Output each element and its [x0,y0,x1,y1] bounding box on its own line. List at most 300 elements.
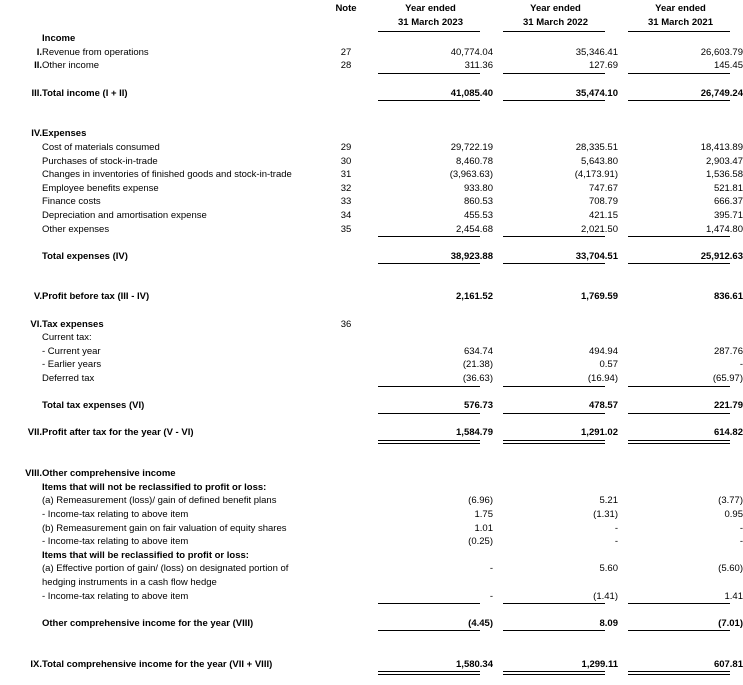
row-numeral [0,32,42,46]
row-numeral [0,168,42,182]
row-note-reference [324,590,368,604]
row-note-reference [324,87,368,101]
rule-col2 [493,100,618,114]
row-note-reference [324,481,368,495]
row-value-col3: 607.81 [713,658,743,670]
row-value-col3 [618,481,743,495]
rule-spacer-note [324,413,368,427]
row-value-col3: 614.82 [713,427,743,439]
rule-col1 [368,603,493,617]
row-note-reference [324,617,368,631]
row-label: (b) Remeasurement gain on fair valuation of equity shares [42,522,287,534]
row-numeral [0,590,42,604]
row-numeral [0,345,42,359]
rule-spacer-rn [0,236,42,250]
row-value-col2 [493,318,618,332]
row-value-col2: 708.79 [588,196,618,208]
row-value-col3: 666.37 [713,196,743,208]
table-row [0,494,743,508]
header-row [0,2,743,32]
row-value-col1 [368,32,493,46]
row-label: - Earlier years [42,359,102,371]
row-label: - Income-tax relating to above item [42,536,189,548]
total-rule-row [0,73,743,87]
row-note-reference [324,549,368,563]
row-label: Total expenses (IV) [42,250,128,262]
row-value-col1: 311.36 [464,60,493,72]
rule-spacer-label [42,630,324,644]
row-value-col2 [493,127,618,141]
table-row [0,399,743,413]
table-row [0,290,743,304]
row-value-col1 [368,331,493,345]
row-label: Changes in inventories of finished goods and stock-in-trade [42,169,292,181]
row-value-col2: (4,173.91) [574,169,618,181]
row-value-col2: 747.67 [588,182,618,194]
row-value-col1: 2,454.68 [456,223,493,235]
table-row [0,522,743,536]
row-value-col2 [493,549,618,563]
column-header-fy2021-line1: Year ended [655,3,706,14]
table-row [0,345,743,359]
total-rule-row [0,671,743,685]
rule-line [628,73,730,74]
table-row [0,549,743,563]
rule-col3 [618,73,743,87]
rule-spacer-note [324,100,368,114]
row-value-col2: 1,769.59 [581,291,618,303]
row-label: Depreciation and amortisation expense [42,209,207,221]
row-label: Total income (I + II) [42,87,128,99]
row-value-col1: (3,963.63) [449,169,493,181]
row-value-col2: 35,474.10 [575,87,618,99]
table-row [0,590,743,604]
row-value-col3: (65.97) [712,373,743,385]
rule-col2 [493,630,618,644]
header-spacer-rn [0,2,42,32]
row-numeral: V. [33,291,42,303]
rule-col1 [368,671,493,685]
row-label: Other comprehensive income for the year (VIII) [42,617,254,629]
row-numeral: VII. [27,427,42,439]
row-label: Other expenses [42,223,110,235]
rule-col1 [368,440,493,454]
row-value-col1: (6.96) [468,495,493,507]
row-value-col2: 1,299.11 [581,658,618,670]
row-value-col1: 634.74 [463,345,493,357]
row-value-col3 [618,331,743,345]
row-value-col2: 478.57 [588,400,618,412]
row-note-reference [324,535,368,549]
row-spacer [0,644,743,658]
rule-spacer-rn [0,603,42,617]
row-value-col3 [618,127,743,141]
row-value-col3: (5.60) [718,563,743,575]
rule-col3 [618,236,743,250]
row-value-col3: 25,912.63 [700,250,743,262]
row-label: Cost of materials consumed [42,141,160,153]
rule-col3 [618,263,743,277]
row-value-col3: 145.45 [713,60,743,72]
row-numeral [0,372,42,386]
rule-spacer-note [324,603,368,617]
row-value-col1 [368,481,493,495]
row-note-reference [324,508,368,522]
rule-col3 [618,100,743,114]
row-numeral [0,358,42,372]
rule-spacer-note [324,263,368,277]
row-value-col2: (16.94) [587,373,618,385]
rule-spacer-note [324,630,368,644]
row-note-reference: 34 [340,209,352,221]
row-spacer-cell [0,277,743,291]
rule-spacer-rn [0,671,42,685]
rule-line [503,386,605,387]
rule-spacer-note [324,236,368,250]
row-value-col2 [493,481,618,495]
row-label: - Income-tax relating to above item [42,508,189,520]
row-spacer-cell [0,644,743,658]
rule-line [378,73,480,74]
row-value-col3 [618,549,743,563]
rule-col1 [368,100,493,114]
row-spacer-cell [0,454,743,468]
rule-spacer-rn [0,100,42,114]
row-numeral [0,399,42,413]
row-label: Other comprehensive income [42,468,176,480]
row-spacer [0,277,743,291]
row-value-col3 [618,318,743,332]
row-note-reference: 31 [340,169,352,181]
row-label: Tax expenses [42,318,104,330]
rule-col2 [493,263,618,277]
rule-line [628,630,730,631]
row-value-col2: 5,643.80 [581,155,618,167]
row-value-col1: 40,774.04 [450,46,493,58]
rule-line [378,671,480,675]
rule-spacer-rn [0,263,42,277]
row-note-reference [324,358,368,372]
row-numeral [0,481,42,495]
table-row [0,358,743,372]
row-numeral: II. [34,60,42,72]
rule-spacer-label [42,263,324,277]
table-header [0,2,743,32]
row-value-col1: 41,085.40 [450,87,493,99]
rule-line [628,236,730,237]
row-value-col2 [493,32,618,46]
row-spacer-cell [0,114,743,128]
table-row [0,195,743,209]
row-value-col3: 2,903.47 [706,155,743,167]
row-numeral: III. [31,87,42,99]
rule-spacer-rn [0,413,42,427]
rule-spacer-rn [0,630,42,644]
rule-line [628,386,730,387]
row-label: Expenses [42,128,87,140]
row-value-col1: (4.45) [468,617,493,629]
row-label: Finance costs [42,196,101,208]
rule-spacer-label [42,413,324,427]
rule-spacer-rn [0,440,42,454]
rule-col3 [618,440,743,454]
rule-line [628,100,730,101]
rule-col3 [618,630,743,644]
row-spacer [0,454,743,468]
row-numeral [0,535,42,549]
table-row [0,32,743,46]
row-numeral [0,562,42,589]
row-label: Total comprehensive income for the year (VII + VIII) [42,658,273,670]
row-value-col2: 8.09 [599,617,618,629]
row-value-col2: - [614,522,618,534]
rule-line [628,413,730,414]
row-value-col2: 35,346.41 [575,46,618,58]
row-note-reference [324,32,368,46]
table-row [0,59,743,73]
rule-spacer-label [42,100,324,114]
row-note-reference [324,658,368,672]
total-rule-row [0,386,743,400]
total-rule-row [0,100,743,114]
row-note-reference: 29 [340,141,352,153]
rule-line [378,236,480,237]
row-value-col3 [618,467,743,481]
row-label: (a) Remeasurement (loss)/ gain of defined benefit plans [42,495,277,507]
financial-statement-table [0,2,743,685]
row-note-reference [324,426,368,440]
rule-line [503,671,605,675]
row-label: Revenue from operations [42,46,149,58]
row-note-reference: 35 [340,223,352,235]
rule-col2 [493,440,618,454]
table-row [0,127,743,141]
rule-col1 [368,630,493,644]
column-header-fy2021-line2: 31 March 2021 [648,16,713,28]
table-row [0,318,743,332]
rule-line [503,236,605,237]
row-value-col2: 494.94 [588,345,618,357]
table-row [0,223,743,237]
row-value-col1: 576.73 [463,400,493,412]
row-value-col2: 28,335.51 [575,141,618,153]
column-header-fy2022-line2: 31 March 2022 [523,16,588,28]
row-label: Other income [42,60,100,72]
row-value-col3 [618,32,743,46]
row-value-col1: 29,722.19 [450,141,493,153]
rule-col2 [493,603,618,617]
row-note-reference [324,399,368,413]
rule-line [503,263,605,264]
row-value-col1: 1,580.34 [456,658,493,670]
row-value-col3: 0.95 [724,508,743,520]
row-numeral [0,331,42,345]
row-value-col2 [493,467,618,481]
rule-line [378,413,480,414]
rule-line [503,603,605,604]
row-numeral [0,617,42,631]
table-row [0,481,743,495]
row-note-reference: 28 [340,60,352,72]
table-row [0,141,743,155]
rule-line [503,100,605,101]
row-value-col3: 18,413.89 [700,141,743,153]
row-value-col2: 5.21 [599,495,618,507]
row-value-col3: 521.81 [713,182,743,194]
rule-col3 [618,603,743,617]
row-numeral [0,141,42,155]
header-spacer-label [42,2,324,32]
row-spacer-cell [0,304,743,318]
rule-col3 [618,413,743,427]
rule-line [503,440,605,444]
rule-spacer-label [42,440,324,454]
row-label: Purchases of stock-in-trade [42,155,158,167]
row-value-col1: 1.75 [474,508,493,520]
row-note-reference [324,290,368,304]
row-value-col3: 221.79 [713,400,743,412]
row-value-col2: - [614,536,618,548]
row-label: Items that will not be reclassified to profit or loss: [42,481,267,493]
row-value-col1 [368,549,493,563]
rule-line [378,386,480,387]
row-label: - Current year [42,345,101,357]
row-value-col1: 2,161.52 [456,291,493,303]
row-numeral [0,195,42,209]
rule-spacer-label [42,603,324,617]
table-row [0,46,743,60]
row-label: Current tax: [42,332,92,344]
row-note-reference: 36 [340,318,352,330]
row-value-col2: 0.57 [599,359,618,371]
total-rule-row [0,236,743,250]
row-numeral: I. [36,46,42,58]
rule-col2 [493,386,618,400]
rule-spacer-note [324,440,368,454]
row-note-reference [324,467,368,481]
row-value-col1: 933.80 [463,182,493,194]
row-label: Total tax expenses (VI) [42,400,145,412]
table-row [0,467,743,481]
rule-spacer-rn [0,73,42,87]
table-row [0,617,743,631]
column-header-fy2023 [368,2,493,32]
row-label: (a) Effective portion of gain/ (loss) on designated portion of hedging instruments in a cash flow hedge [42,563,289,588]
rule-col2 [493,236,618,250]
row-note-reference [324,562,368,589]
row-value-col3: - [739,359,743,371]
column-header-fy2021 [618,2,743,32]
column-header-fy2023-line2: 31 March 2023 [398,16,463,28]
row-value-col1: 1.01 [474,522,493,534]
total-rule-row [0,440,743,454]
column-header-fy2022-line1: Year ended [530,3,581,14]
rule-col1 [368,73,493,87]
row-value-col1: (21.38) [462,359,493,371]
row-numeral [0,155,42,169]
rule-spacer-label [42,236,324,250]
row-label: Deferred tax [42,373,95,385]
table-row [0,508,743,522]
row-value-col1: (36.63) [462,373,493,385]
row-label: Profit after tax for the year (V - VI) [42,427,194,439]
row-numeral [0,182,42,196]
total-rule-row [0,630,743,644]
row-value-col1 [368,127,493,141]
rule-col1 [368,413,493,427]
rule-line [378,263,480,264]
table-row [0,372,743,386]
table-row [0,658,743,672]
total-rule-row [0,603,743,617]
row-note-reference: 32 [340,182,352,194]
table-row [0,209,743,223]
rule-line [378,100,480,101]
rule-spacer-note [324,386,368,400]
rule-col1 [368,263,493,277]
rule-col1 [368,386,493,400]
row-numeral [0,508,42,522]
row-value-col3: - [739,522,743,534]
row-spacer [0,304,743,318]
table-row [0,331,743,345]
row-value-col3: 1,536.58 [706,169,743,181]
rule-line [628,440,730,444]
row-numeral [0,250,42,264]
row-value-col3: 287.76 [713,345,743,357]
row-note-reference: 27 [340,46,352,58]
column-header-note: Note [335,3,357,14]
rule-line [628,671,730,675]
row-note-reference [324,345,368,359]
row-value-col3: 1.41 [724,590,743,602]
row-value-col1: 1,584.79 [456,427,493,439]
table-row [0,87,743,101]
row-value-col2: 1,291.02 [581,427,618,439]
table-row [0,182,743,196]
row-value-col2 [493,331,618,345]
row-numeral: VIII. [25,468,42,480]
total-rule-row [0,263,743,277]
rule-line [378,440,480,444]
row-value-col1: (0.25) [468,536,493,548]
statement-of-profit-and-loss [0,2,743,670]
rule-line [628,263,730,264]
row-label: Profit before tax (III - IV) [42,291,150,303]
row-note-reference: 33 [340,196,352,208]
row-value-col1: 38,923.88 [450,250,493,262]
table-row [0,426,743,440]
rule-line [628,603,730,604]
rule-col2 [493,671,618,685]
table-row [0,562,743,589]
row-value-col3: 836.61 [713,291,743,303]
table-row [0,155,743,169]
rule-line [378,603,480,604]
table-row [0,250,743,264]
row-value-col3: (3.77) [718,495,743,507]
row-value-col1: - [489,590,493,602]
row-note-reference [324,372,368,386]
row-numeral [0,522,42,536]
row-numeral: IV. [31,128,42,140]
row-value-col1 [368,318,493,332]
row-value-col2: 2,021.50 [581,223,618,235]
total-rule-row [0,413,743,427]
rule-spacer-note [324,671,368,685]
row-value-col1 [368,467,493,481]
column-header-fy2023-line1: Year ended [405,3,456,14]
